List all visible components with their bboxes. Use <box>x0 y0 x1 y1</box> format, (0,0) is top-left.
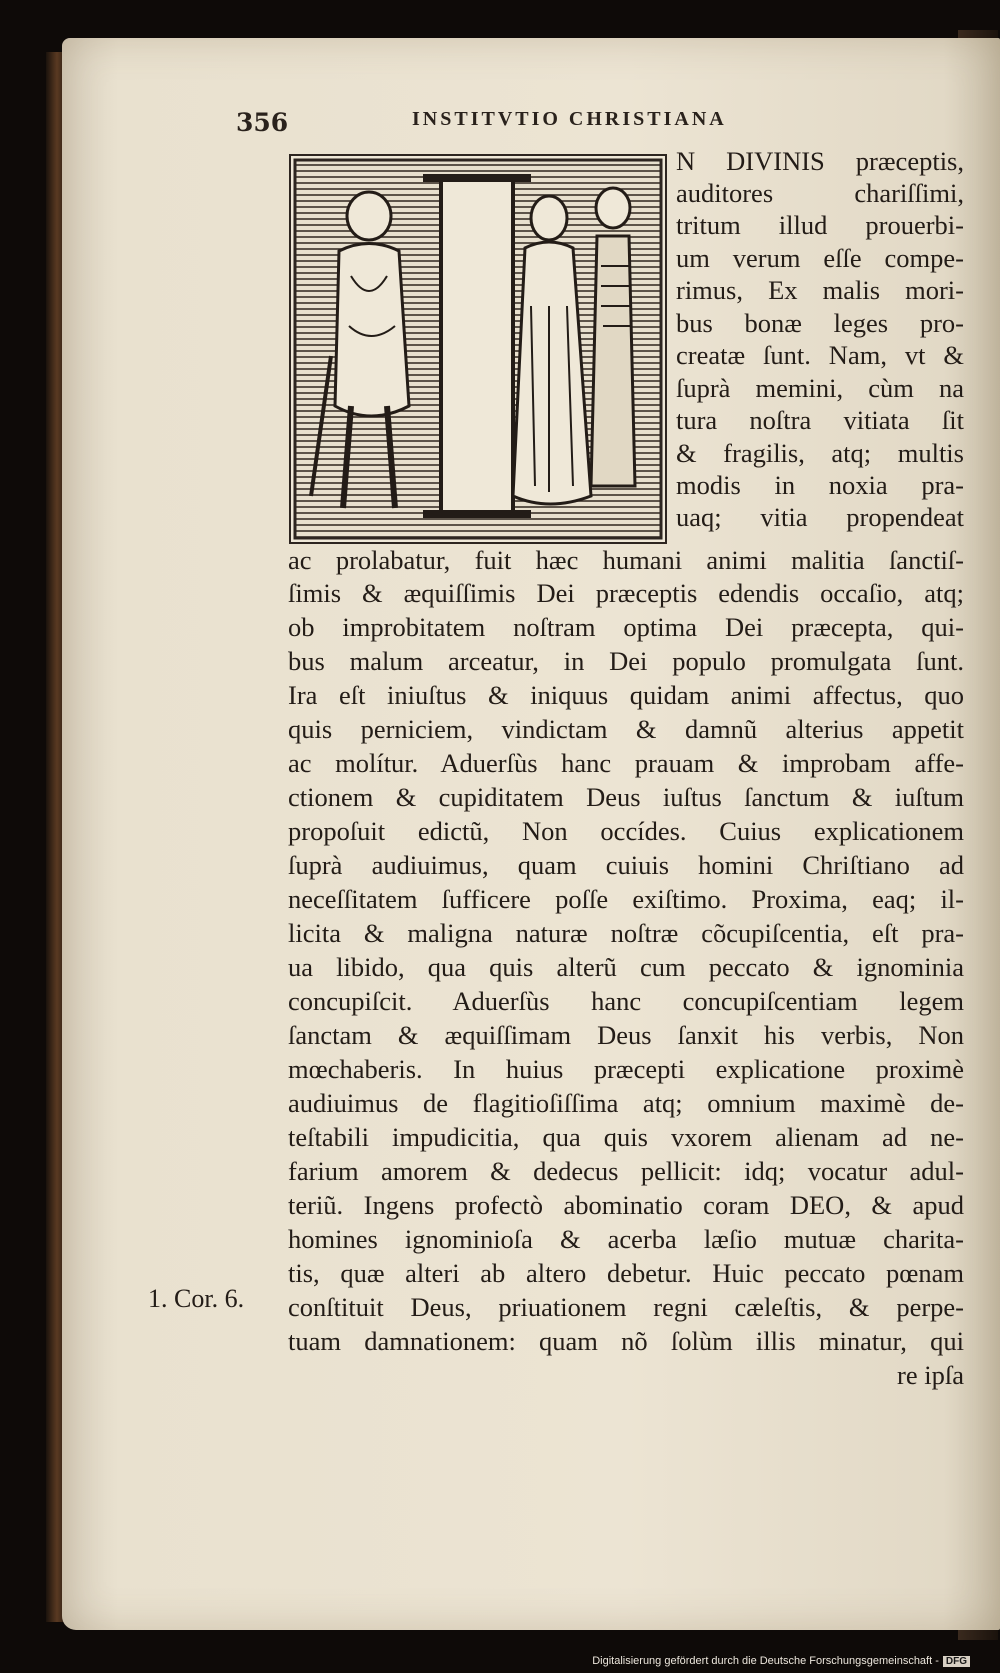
text-line: mœchaberis. In huius præcepti explicatione proximè <box>288 1054 964 1084</box>
text-line: rimus, Ex malis mori- <box>676 275 964 305</box>
text-line: ac prolabatur, fuit hæc humani animi malitia ſanctiſ- <box>288 545 964 575</box>
text-line: modis in noxia pra- <box>676 470 964 500</box>
text-line: bus bonæ leges pro- <box>676 308 964 338</box>
text-line: farium amorem & dedecus pellicit: idq; vocatur adul- <box>288 1156 964 1186</box>
marginal-note: 1. Cor. 6. <box>148 1284 245 1313</box>
dfg-logo: DFG <box>943 1656 970 1667</box>
text-line: ſimis & æquiſſimis Dei præceptis edendis occaſio, atq; <box>288 578 964 608</box>
text-line: neceſſitatem ſufficere poſſe exiſtimo. Proxima, eaq; il- <box>288 884 964 914</box>
text-line: ſuprà memini, cùm na <box>676 373 964 403</box>
text-line: concupiſcit. Aduerſùs hanc concupiſcentiam legem <box>288 986 964 1016</box>
text-line: N DIVINIS præceptis, <box>676 146 964 176</box>
text-line: tritum illud prouerbi- <box>676 210 964 240</box>
text-line: propoſuit edictũ, Non occídes. Cuius explicationem <box>288 816 964 846</box>
text-line: licita & maligna naturæ noſtræ cõcupiſcentia, eſt pra- <box>288 918 964 948</box>
text-line: bus malum arceatur, in Dei populo promulgata ſunt. <box>288 646 964 676</box>
page-number: 356 <box>236 108 289 137</box>
text-line: audiuimus de flagitioſiſſima atq; omnium maximè de- <box>288 1088 964 1118</box>
credit-text: Digitalisierung gefördert durch die Deutsche Forschungsgemeinschaft - <box>592 1655 939 1667</box>
text-line: ob improbitatem noſtram optima Dei præcepta, qui- <box>288 612 964 642</box>
text-line: ſuprà audiuimus, quam cuiuis homini Chriſtiano ad <box>288 850 964 880</box>
text-line: uaq; vitia propendeat <box>676 502 964 532</box>
text-line: quis perniciem, vindictam & damnũ alterius appetit <box>288 714 964 744</box>
running-head: INSTITVTIO CHRISTIANA <box>412 108 727 130</box>
text-line: teriũ. Ingens profectò abominatio coram DEO, & apud <box>288 1190 964 1220</box>
text-line: creatæ ſunt. Nam, vt & <box>676 340 964 370</box>
text-line: conſtituit Deus, priuationem regni cæleſtis, & perpe- <box>288 1292 964 1322</box>
text-line: auditores chariſſimi, <box>676 178 964 208</box>
text-line: tura noſtra vitiata ſit <box>676 405 964 435</box>
text-line: & fragilis, atq; multis <box>676 438 964 468</box>
catchword: re ipſa <box>897 1360 964 1390</box>
text-line: Ira eſt iniuſtus & iniquus quidam animi affectus, quo <box>288 680 964 710</box>
text-line: homines ignominioſa & acerba læſio mutuæ charita- <box>288 1224 964 1254</box>
text-line: um verum eſſe compe- <box>676 243 964 273</box>
text-line: teſtabili impudicitia, qua quis vxorem alienam ad ne- <box>288 1122 964 1152</box>
text-line: ſanctam & æquiſſimam Deus ſanxit his verbis, Non <box>288 1020 964 1050</box>
woodcut-initial <box>289 154 667 544</box>
text-line: tuam damnationem: quam nõ ſolùm illis minatur, qui <box>288 1326 964 1356</box>
text-line: tis, quæ alteri ab altero debetur. Huic peccato pœnam <box>288 1258 964 1288</box>
text-line: ac molítur. Aduerſùs hanc prauam & improbam affe- <box>288 748 964 778</box>
text-line: ua libido, qua quis alterũ cum peccato & ignominia <box>288 952 964 982</box>
digitization-credit <box>592 1655 970 1667</box>
text-line: ctionem & cupiditatem Deus iuſtus ſanctum & iuſtum <box>288 782 964 812</box>
woodcut-illustration <box>291 156 665 542</box>
